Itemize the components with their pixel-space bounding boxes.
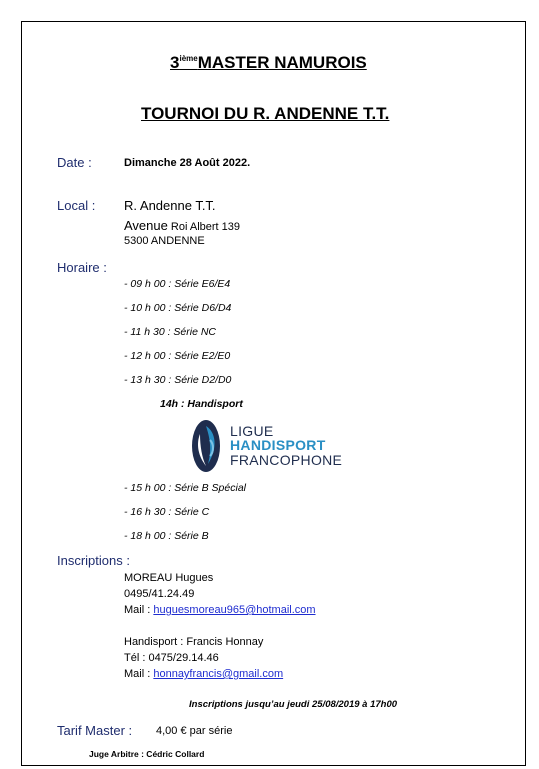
schedule-item: - 12 h 00 : Série E2/E0	[124, 350, 231, 362]
date-label: Date :	[57, 155, 92, 170]
local-label: Local :	[57, 198, 96, 213]
inscriptions-label: Inscriptions :	[57, 553, 130, 568]
inscriptions-deadline: Inscriptions jusqu’au jeudi 25/08/2019 à 17h00	[189, 699, 398, 710]
contact1-mail-row: Mail : huguesmoreau965@hotmail.com	[124, 604, 316, 616]
contact2-phone: Tél : 0475/29.14.46	[124, 652, 219, 664]
ligue-handisport-logo	[190, 418, 343, 474]
schedule-item: - 10 h 00 : Série D6/D4	[124, 302, 232, 314]
schedule-item: - 13 h 30 : Série D2/D0	[124, 374, 232, 386]
handisport-emblem-icon	[190, 418, 224, 474]
contact1-phone: 0495/41.24.49	[124, 588, 195, 600]
schedule-item: - 09 h 00 : Série E6/E4	[124, 278, 231, 290]
handisport-time: 14h : Handisport	[160, 398, 243, 410]
title-master: 3ièmeMASTER NAMUROIS	[170, 53, 367, 72]
contact2-email-link[interactable]: honnayfrancis@gmail.com	[153, 668, 284, 680]
date-value: Dimanche 28 Août 2022.	[124, 157, 251, 169]
logo-text-francophone: FRANCOPHONE	[230, 452, 343, 468]
ordinal-suffix: ième	[179, 54, 198, 63]
page-border	[21, 21, 526, 766]
title-tournoi: TOURNOI DU R. ANDENNE T.T.	[141, 104, 390, 123]
local-name: R. Andenne T.T.	[124, 198, 216, 213]
contact1-name: MOREAU Hugues	[124, 572, 214, 584]
local-city: 5300 ANDENNE	[124, 235, 205, 247]
schedule-item: - 11 h 30 : Série NC	[124, 326, 217, 338]
local-street: Avenue Roi Albert 139	[124, 218, 241, 233]
logo-text-handisport: HANDISPORT	[230, 437, 326, 453]
judge: Juge Arbitre : Cédric Collard	[89, 749, 205, 759]
tarif-label: Tarif Master :	[57, 723, 133, 738]
horaire-label: Horaire :	[57, 260, 107, 275]
contact1-email-link[interactable]: huguesmoreau965@hotmail.com	[153, 604, 316, 616]
logo-text-ligue: LIGUE	[230, 423, 274, 439]
schedule-item: - 16 h 30 : Série C	[124, 506, 210, 518]
schedule-item: - 15 h 00 : Série B Spécial	[124, 482, 246, 494]
contact2-mail-row: Mail : honnayfrancis@gmail.com	[124, 668, 284, 680]
schedule-item: - 18 h 00 : Série B	[124, 530, 209, 542]
tarif-value: 4,00 € par série	[156, 725, 233, 737]
contact2-name: Handisport : Francis Honnay	[124, 636, 264, 648]
